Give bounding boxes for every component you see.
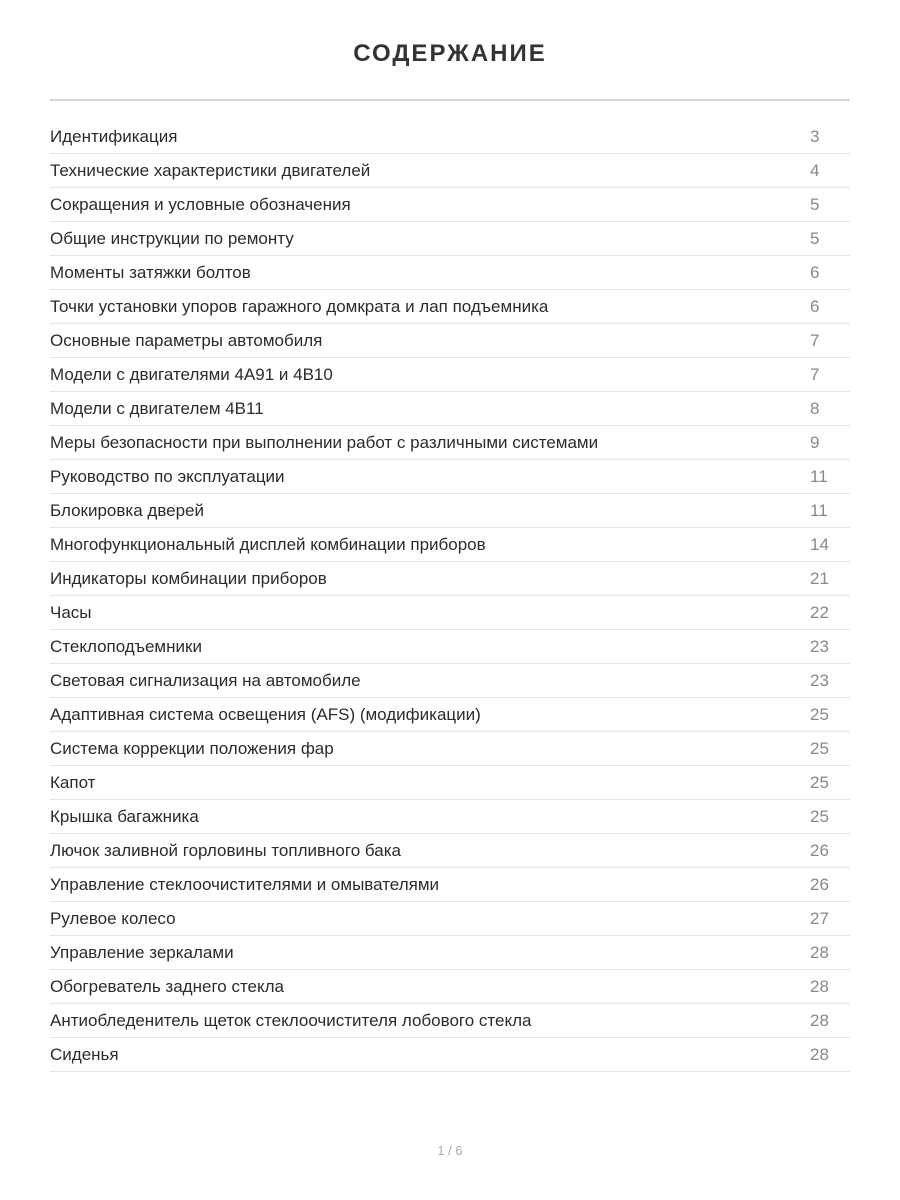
toc-entry-label: Общие инструкции по ремонту [50, 229, 294, 248]
toc-entry-label: Многофункциональный дисплей комбинации приборов [50, 535, 486, 554]
toc-entry[interactable] [50, 426, 850, 460]
toc-entry-page: 8 [810, 399, 820, 418]
toc-entry-label: Сокращения и условные обозначения [50, 195, 351, 214]
toc-entry[interactable] [50, 732, 850, 766]
toc-entry[interactable] [50, 1038, 850, 1072]
page-counter: 1 / 6 [437, 1143, 463, 1158]
toc-entry-label: Световая сигнализация на автомобиле [50, 671, 361, 690]
title-divider [50, 99, 850, 101]
toc-entry[interactable] [50, 970, 850, 1004]
toc-entry-label: Сиденья [50, 1045, 119, 1064]
toc-entry-label: Модели с двигателями 4A91 и 4B10 [50, 365, 333, 384]
toc-entry-page: 25 [810, 773, 829, 792]
toc-entry-label: Технические характеристики двигателей [50, 161, 371, 180]
toc-entry-label: Руководство по эксплуатации [50, 467, 285, 486]
toc-entry-page: 11 [810, 501, 828, 520]
toc-entry-label: Управление зеркалами [50, 943, 234, 962]
toc-entry[interactable] [50, 256, 850, 290]
toc-entry[interactable] [50, 562, 850, 596]
toc-entry[interactable] [50, 868, 850, 902]
toc-entry-label: Система коррекции положения фар [50, 739, 334, 758]
toc-entry-page: 6 [810, 263, 820, 282]
toc-entry-page: 7 [810, 365, 820, 384]
toc-entry[interactable] [50, 800, 850, 834]
toc-entry-page: 23 [810, 671, 829, 690]
toc-entry-label: Адаптивная система освещения (AFS) (модификации) [50, 705, 481, 724]
toc-entry-page: 9 [810, 433, 820, 452]
toc-entry-label: Рулевое колесо [50, 909, 176, 928]
toc-entry[interactable] [50, 324, 850, 358]
toc-entry-label: Часы [50, 603, 92, 622]
toc-entry-label: Индикаторы комбинации приборов [50, 569, 327, 588]
toc-entry-label: Стеклоподъемники [50, 637, 202, 656]
toc-entry[interactable] [50, 1004, 850, 1038]
toc-entry[interactable] [50, 460, 850, 494]
toc-entry-page: 21 [810, 569, 829, 588]
toc-entry[interactable] [50, 936, 850, 970]
toc-entry-page: 4 [810, 161, 820, 180]
toc-entry-page: 7 [810, 331, 820, 350]
table-of-contents [50, 120, 850, 1072]
toc-entry[interactable] [50, 698, 850, 732]
toc-entry-label: Меры безопасности при выполнении работ с различными системами [50, 433, 599, 452]
toc-entry[interactable] [50, 902, 850, 936]
toc-entry-label: Капот [50, 773, 96, 792]
toc-entry-label: Основные параметры автомобиля [50, 331, 323, 350]
toc-entry-page: 25 [810, 705, 829, 724]
toc-entry-page: 6 [810, 297, 820, 316]
toc-entry-label: Антиобледенитель щеток стеклоочистителя лобового стекла [50, 1011, 532, 1030]
toc-entry-label: Крышка багажника [50, 807, 199, 826]
toc-entry-page: 3 [810, 127, 820, 146]
toc-entry[interactable] [50, 392, 850, 426]
toc-entry-page: 27 [810, 909, 829, 928]
page-title: СОДЕРЖАНИЕ [353, 40, 547, 67]
toc-entry-label: Модели с двигателем 4B11 [50, 399, 264, 418]
toc-entry-label: Блокировка дверей [50, 501, 205, 520]
toc-entry-page: 22 [810, 603, 829, 622]
toc-entry-page: 25 [810, 739, 829, 758]
toc-entry-label: Моменты затяжки болтов [50, 263, 251, 282]
toc-entry[interactable] [50, 222, 850, 256]
toc-entry-label: Идентификация [50, 127, 178, 146]
toc-entry[interactable] [50, 290, 850, 324]
toc-entry[interactable] [50, 494, 850, 528]
toc-entry[interactable] [50, 120, 850, 154]
toc-entry[interactable] [50, 834, 850, 868]
toc-entry-page: 28 [810, 1045, 829, 1064]
toc-entry-page: 26 [810, 875, 829, 894]
toc-entry-page: 5 [810, 195, 820, 214]
toc-entry[interactable] [50, 664, 850, 698]
toc-entry-page: 28 [810, 977, 829, 996]
toc-entry-label: Лючок заливной горловины топливного бака [50, 841, 401, 860]
toc-entry-page: 11 [810, 467, 828, 486]
toc-entry-label: Управление стеклоочистителями и омывателями [50, 875, 439, 894]
toc-entry[interactable] [50, 766, 850, 800]
toc-entry[interactable] [50, 188, 850, 222]
toc-entry[interactable] [50, 358, 850, 392]
toc-entry[interactable] [50, 528, 850, 562]
toc-entry[interactable] [50, 596, 850, 630]
toc-entry-page: 23 [810, 637, 829, 656]
toc-entry-page: 14 [810, 535, 829, 554]
toc-entry-page: 5 [810, 229, 820, 248]
toc-entry-label: Обогреватель заднего стекла [50, 977, 284, 996]
toc-entry-page: 28 [810, 943, 829, 962]
toc-entry[interactable] [50, 630, 850, 664]
toc-entry-label: Точки установки упоров гаражного домкрата и лап подъемника [50, 297, 549, 316]
toc-entry-page: 25 [810, 807, 829, 826]
toc-entry[interactable] [50, 154, 850, 188]
toc-entry-page: 26 [810, 841, 829, 860]
toc-entry-page: 28 [810, 1011, 829, 1030]
